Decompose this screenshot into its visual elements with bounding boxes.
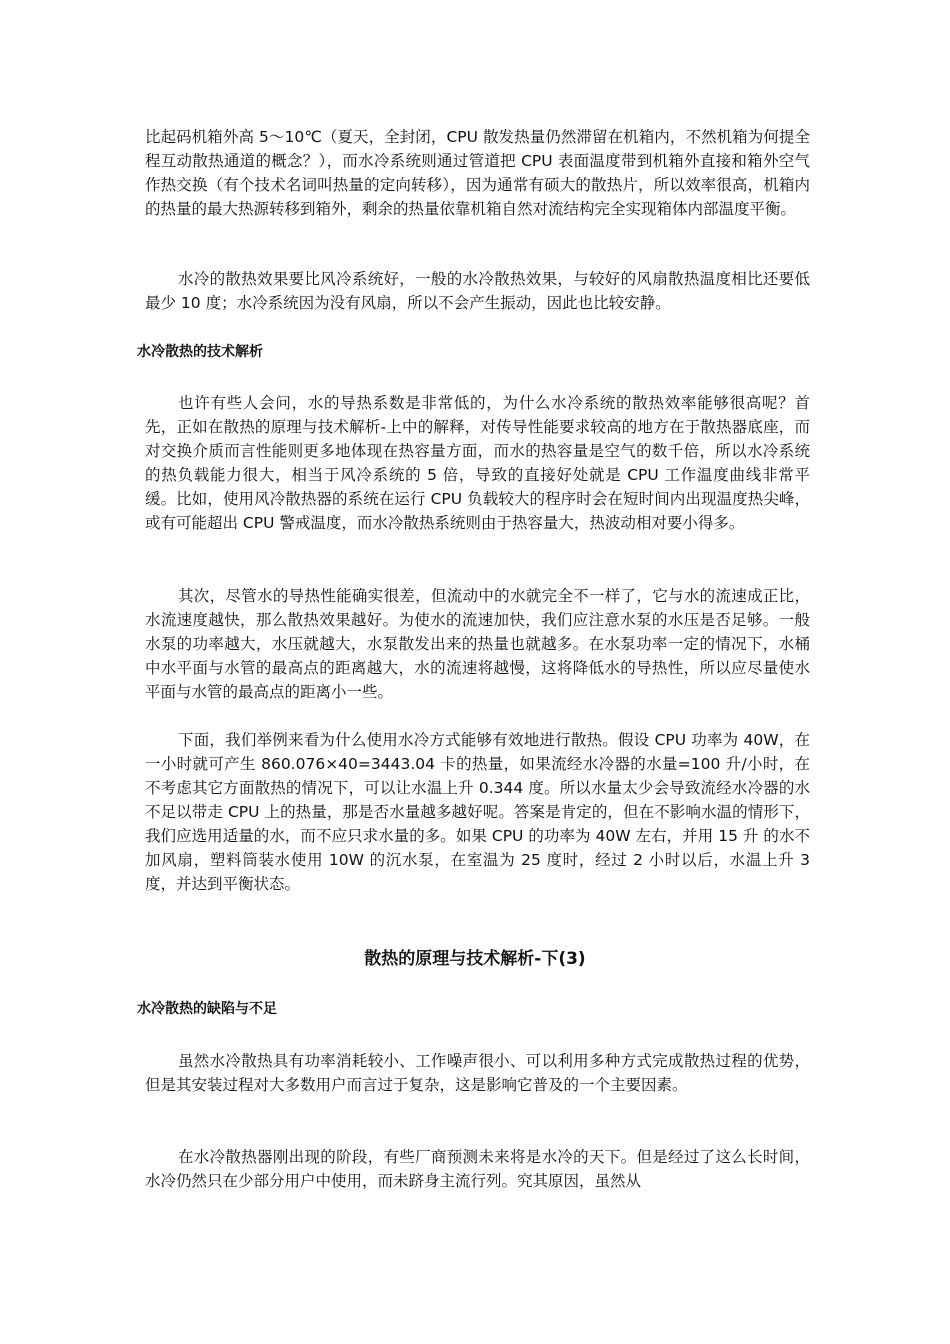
paragraph-water-vs-chassis: 比起码机箱外高 5～10℃（夏天，全封闭，CPU 散发热量仍然滞留在机箱内，不然机箱为何提全程互动散热通道的概念？），而水冷系统则通过管道把 CPU 表面温度带到机箱外直接和箱外空气作热交换（有个技术名词叫热量的定向转移），因为通常有硕大的散热片，所以效率很高，机箱内的热量的最大热源转移到箱外，剩余的热量依靠机箱自然对流结构完全实现箱体内部温度平衡。 <box>145 128 810 218</box>
paragraph-installation-complexity: 虽然水冷散热具有功率消耗较小、工作噪声很小、可以利用多种方式完成散热过程的优势，但是其安装过程对大多数用户而言过于复杂，这是影响它普及的一个主要因素。 <box>145 1052 810 1094</box>
paragraph-heat-capacity: 也许有些人会问，水的导热系数是非常低的，为什么水冷系统的散热效率能够很高呢？首先，正如在散热的原理与技术解析-上中的解释，对传导性能要求较高的地方在于散热器底座，而对交换介质而言性能则更多地体现在热容量方面，而水的热容量是空气的数千倍，所以水冷系统的热负载能力很大，相当于风冷系统的 5 倍，导致的直接好处就是 CPU 工作温度曲线非常平缓。比如，使用风冷散热器的系统在运行 CPU 负载较大的程序时会在短时间内出现温度热尖峰，或有可能超出 CPU 警戒温度，而水冷散热系统则由于热容量大，热波动相对要小得多。 <box>145 394 810 532</box>
section-heading-drawbacks: 水冷散热的缺陷与不足 <box>137 1001 277 1017</box>
section-heading-tech-analysis: 水冷散热的技术解析 <box>137 344 263 360</box>
paragraph-market-status: 在水冷散热器刚出现的阶段，有些厂商预测未来将是水冷的天下。但是经过了这么长时间，水冷仍然只在少部分用户中使用，而未跻身主流行列。究其原因，虽然从 <box>145 1148 810 1190</box>
document-title: 散热的原理与技术解析-下(3) <box>364 949 586 969</box>
paragraph-cooling-effect: 水冷的散热效果要比风冷系统好，一般的水冷散热效果，与较好的风扇散热温度相比还要低最少 10 度；水冷系统因为没有风扇，所以不会产生振动，因此也比较安静。 <box>145 270 810 312</box>
paragraph-example-calculation: 下面，我们举例来看为什么使用水冷方式能够有效地进行散热。假设 CPU 功率为 40W，在一小时就可产生 860.076×40=3443.04 卡的热量，如果流经水冷器的水量=100 升/小时，在不考虑其它方面散热的情况下，可以让水温上升 0.344 度。所以水量太少会导致流经水冷器的水不足以带走 CPU 上的热量，那是否水量越多越好呢。答案是肯定的，但在不影响水温的情形下，我们应选用适量的水，而不应只求水量的多。如果 CPU 的功率为 40W 左右，并用 15 升 的水不加风扇，塑料筒装水使用 10W 的沉水泵，在室温为 25 度时，经过 2 小时以后，水温上升 3 度，并达到平衡状态。 <box>145 731 810 893</box>
paragraph-flow-speed: 其次，尽管水的导热性能确实很差，但流动中的水就完全不一样了，它与水的流速成正比，水流速度越快，那么散热效果越好。为使水的流速加快，我们应注意水泵的水压是否足够。一般水泵的功率越大，水压就越大，水泵散发出来的热量也就越多。在水泵功率一定的情况下，水桶中水平面与水管的最高点的距离越大，水的流速将越慢，这将降低水的导热性，所以应尽量使水平面与水管的最高点的距离小一些。 <box>145 587 810 701</box>
